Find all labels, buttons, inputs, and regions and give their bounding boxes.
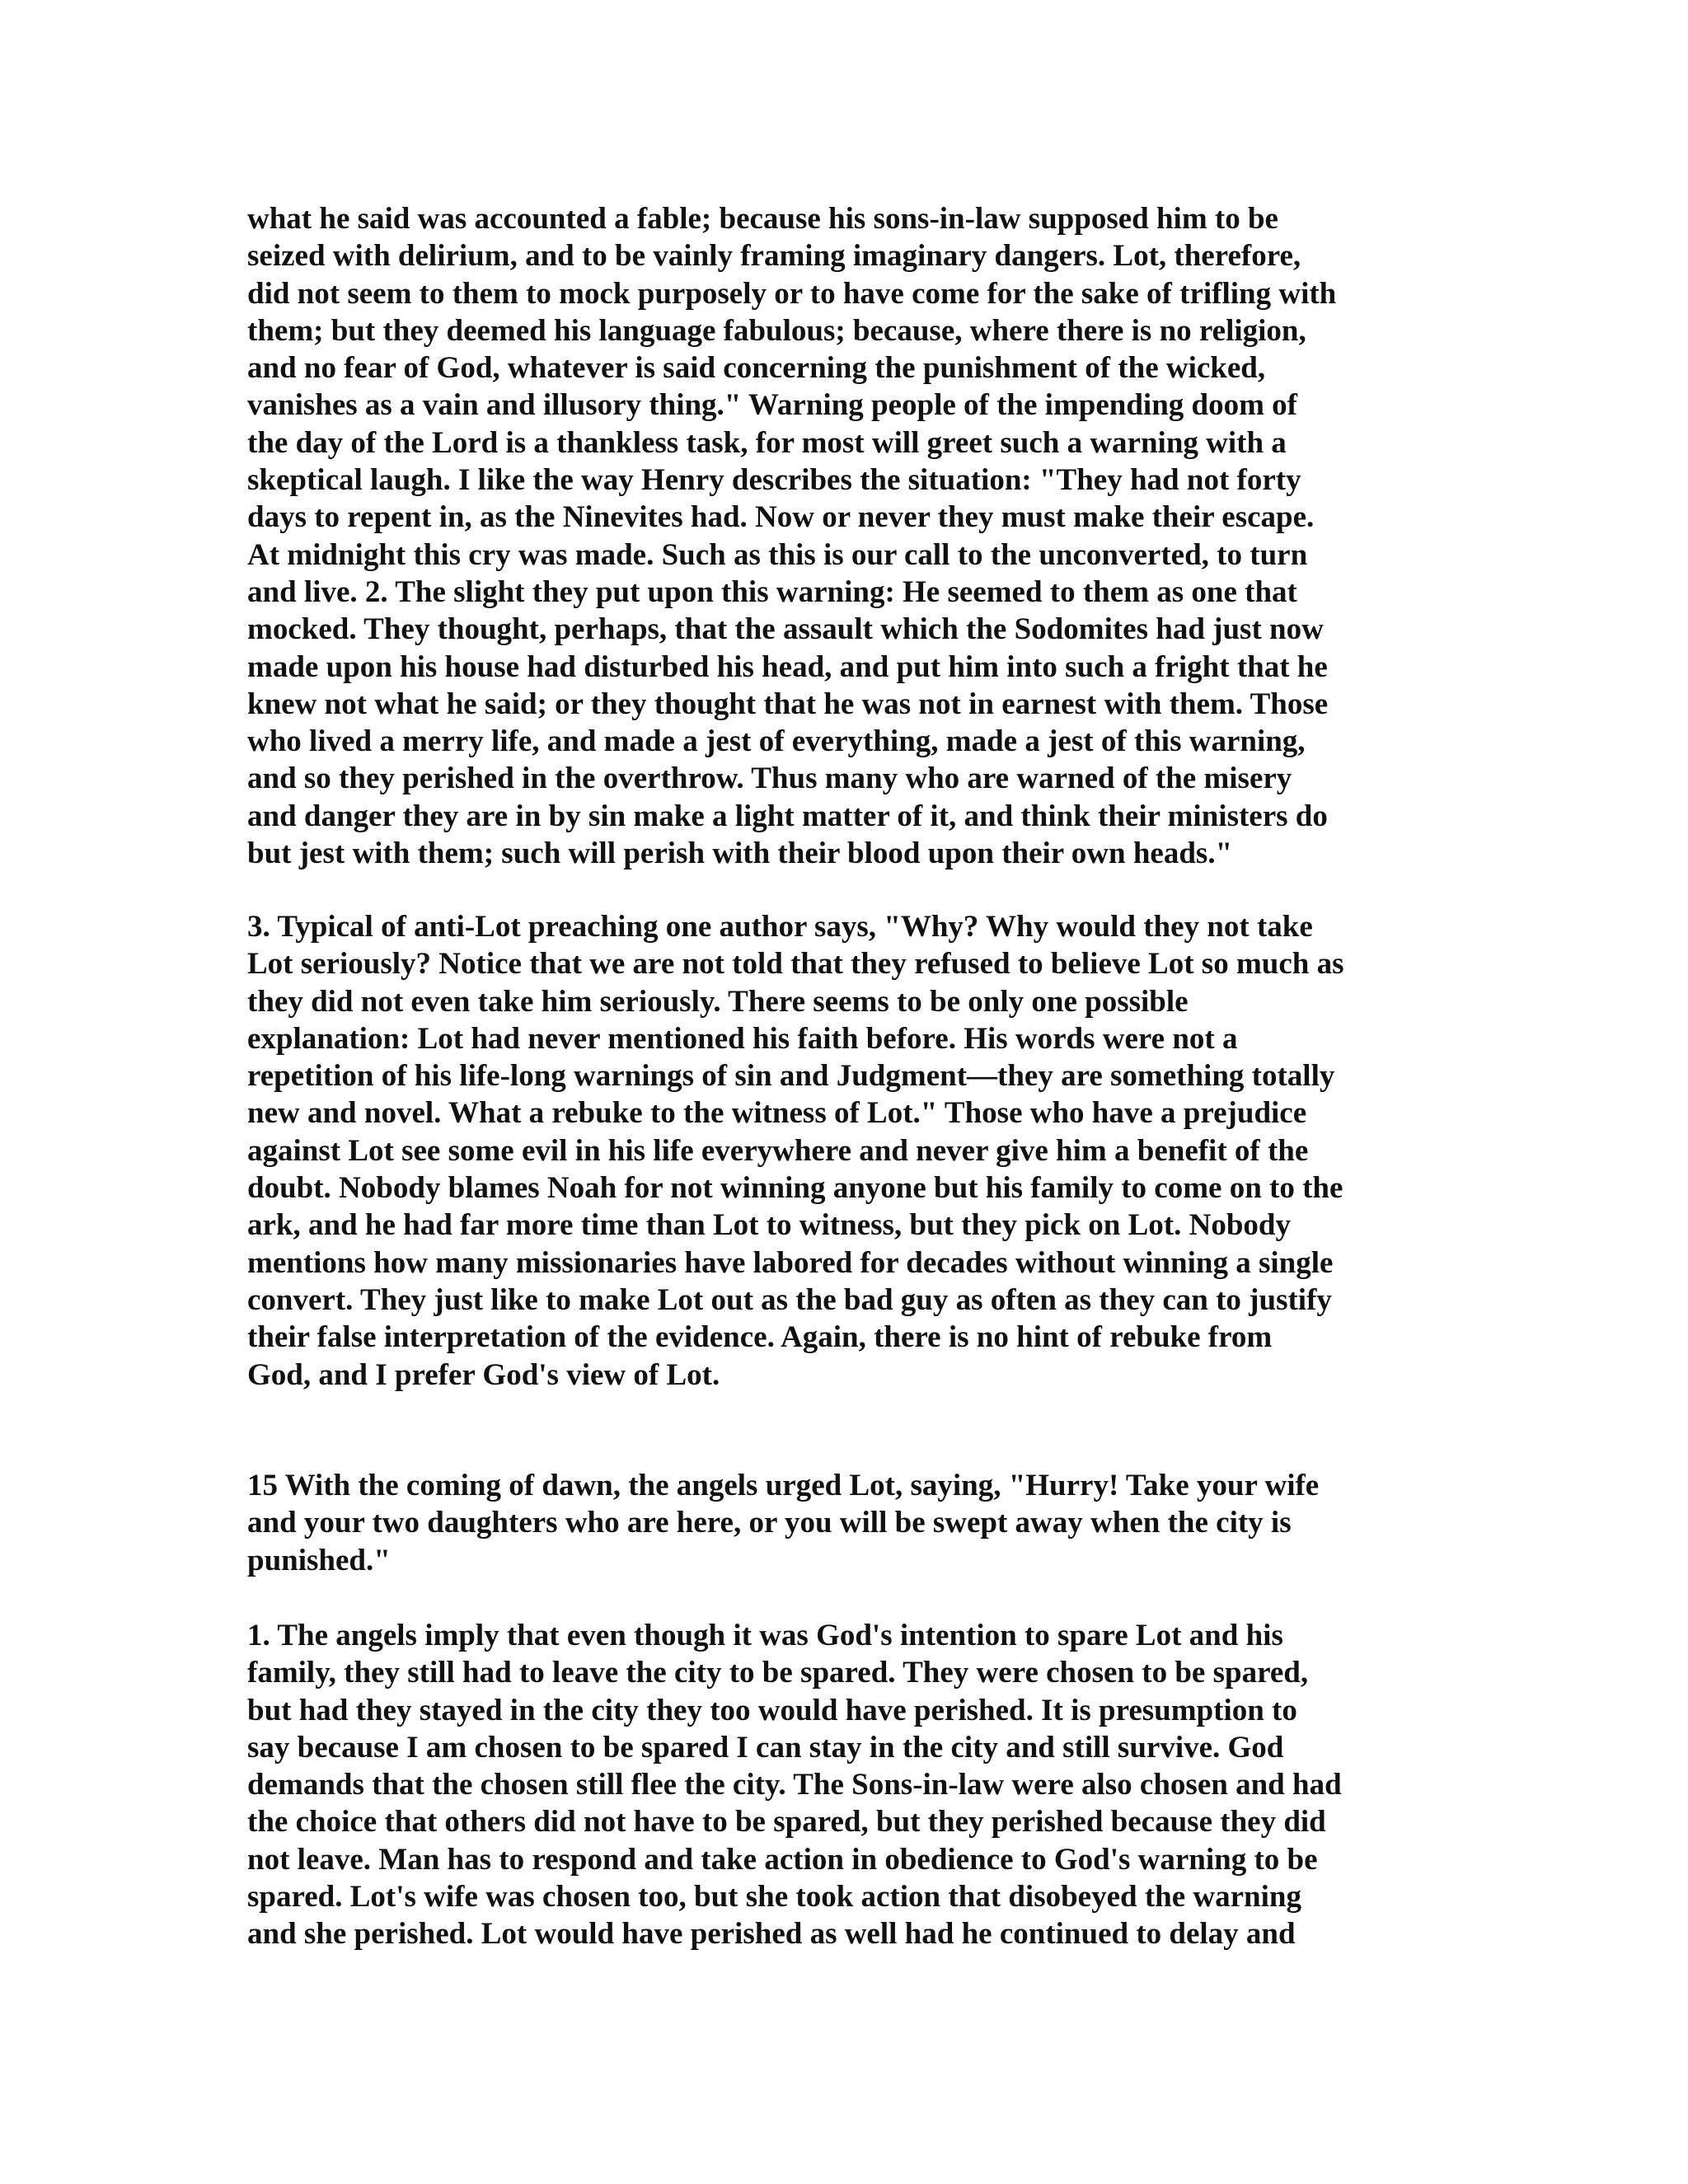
text-line: and no fear of God, whatever is said concerning the punishment of the wicked, <box>247 351 1266 386</box>
text-line: 1. The angels imply that even though it was God's intention to spare Lot and his <box>247 1619 1283 1652</box>
text-line: explanation: Lot had never mentioned his faith before. His words were not a <box>247 1021 1238 1056</box>
text-line: 3. Typical of anti-Lot preaching one author says, "Why? Why would they not take <box>247 910 1313 944</box>
text-line: knew not what he said; or they thought that he was not in earnest with them. Those <box>247 687 1329 721</box>
commentary-paragraph <box>247 200 1451 872</box>
text-line: and live. 2. The slight they put upon this warning: He seemed to them as one that <box>247 574 1297 609</box>
text-line: spared. Lot's wife was chosen too, but she took action that disobeyed the warning <box>247 1880 1301 1915</box>
text-line: repetition of his life-long warnings of sin and Judgment—they are something totally <box>247 1059 1335 1094</box>
text-line: convert. They just like to make Lot out as the bad guy as often as they can to justify <box>247 1282 1332 1317</box>
text-line: say because I am chosen to be spared I can stay in the city and still survive. God <box>247 1730 1284 1765</box>
text-line: they did not even take him seriously. There seems to be only one possible <box>247 984 1189 1019</box>
text-line: what he said was accounted a fable; because his sons-in-law supposed him to be <box>247 202 1278 236</box>
text-line: Lot seriously? Notice that we are not told that they refused to believe Lot so much as <box>247 947 1344 982</box>
text-line: not leave. Man has to respond and take action in obedience to God's warning to be <box>247 1842 1318 1877</box>
text-line: ark, and he had far more time than Lot to witness, but they pick on Lot. Nobody <box>247 1208 1292 1243</box>
text-line: did not seem to them to mock purposely or to have come for the sake of trifling with <box>247 276 1337 311</box>
text-line: but had they stayed in the city they too would have perished. It is presumption to <box>247 1693 1297 1727</box>
text-line: punished." <box>247 1543 391 1577</box>
text-line: God, and I prefer God's view of Lot. <box>247 1357 720 1392</box>
verse-paragraph <box>247 1467 1451 1579</box>
text-line: 15 With the coming of dawn, the angels urged Lot, saying, "Hurry! Take your wife <box>247 1469 1320 1502</box>
text-line: and your two daughters who are here, or you will be swept away when the city is <box>247 1506 1292 1540</box>
text-line: made upon his house had disturbed his head, and put him into such a fright that he <box>247 649 1328 684</box>
text-line: new and novel. What a rebuke to the witness of Lot." Those who have a prejudice <box>247 1096 1307 1131</box>
text-line: days to repent in, as the Ninevites had. Now or never they must make their escape. <box>247 500 1315 535</box>
text-line: doubt. Nobody blames Noah for not winning anyone but his family to come on to the <box>247 1171 1343 1206</box>
text-line: and she perished. Lot would have perished as well had he continued to delay and <box>247 1917 1296 1952</box>
commentary-paragraph <box>247 1617 1451 1953</box>
text-line: and so they perished in the overthrow. Thus many who are warned of the misery <box>247 762 1292 796</box>
text-line: and danger they are in by sin make a light matter of it, and think their ministers do <box>247 799 1328 833</box>
text-line: the day of the Lord is a thankless task, for most will greet such a warning with a <box>247 425 1287 460</box>
text-line: demands that the chosen still flee the city. The Sons-in-law were also chosen and had <box>247 1768 1342 1802</box>
text-line: mocked. They thought, perhaps, that the assault which the Sodomites had just now <box>247 612 1324 647</box>
text-line: family, they still had to leave the city to be spared. They were chosen to be spared, <box>247 1656 1309 1690</box>
text-line: vanishes as a vain and illusory thing." Warning people of the impending doom of <box>247 388 1298 423</box>
text-line: their false interpretation of the evidence. Again, there is no hint of rebuke from <box>247 1320 1273 1355</box>
text-line: seized with delirium, and to be vainly framing imaginary dangers. Lot, therefore, <box>247 239 1301 274</box>
text-line: against Lot see some evil in his life everywhere and never give him a benefit of the <box>247 1133 1309 1168</box>
text-line: but jest with them; such will perish with their blood upon their own heads." <box>247 837 1233 871</box>
text-line: At midnight this cry was made. Such as this is our call to the unconverted, to turn <box>247 537 1308 572</box>
text-line: the choice that others did not have to be spared, but they perished because they did <box>247 1805 1326 1840</box>
text-line: mentions how many missionaries have labored for decades without winning a single <box>247 1245 1334 1280</box>
text-line: skeptical laugh. I like the way Henry describes the situation: "They had not forty <box>247 463 1301 498</box>
text-line: who lived a merry life, and made a jest of everything, made a jest of this warning, <box>247 724 1306 759</box>
commentary-paragraph <box>247 908 1451 1394</box>
text-line: them; but they deemed his language fabulous; because, where there is no religion, <box>247 313 1306 348</box>
